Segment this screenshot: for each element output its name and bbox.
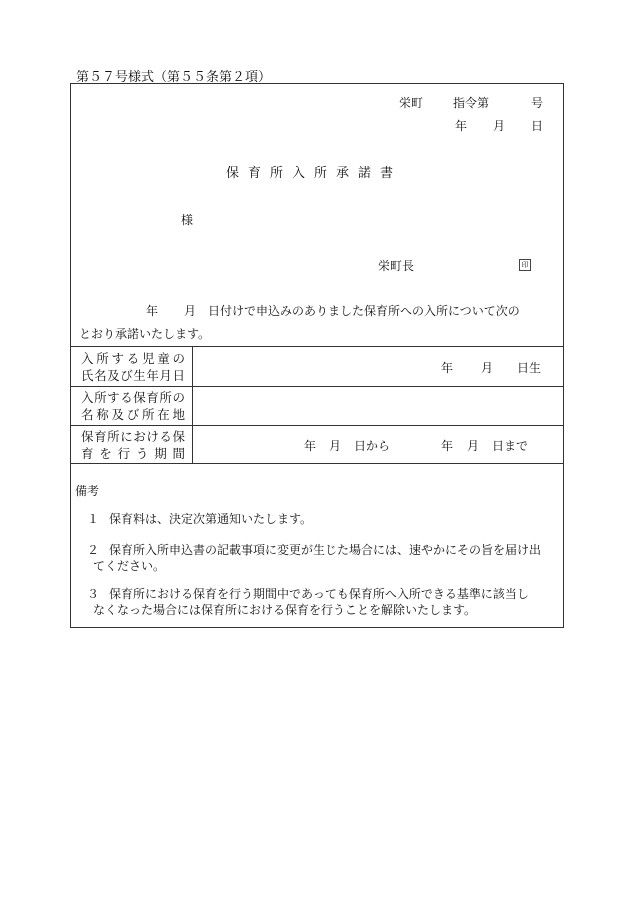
child-birth-day: 日生 (517, 361, 542, 375)
header-number-suffix: 号 (531, 96, 544, 110)
header-date-year: 年 (455, 119, 468, 133)
remark-item-2: ２ 保育所入所申込書の記載事項に変更が生じた場合には、速やかにその旨を届け出 てください。 (87, 543, 542, 573)
table-row-facility-label: 入所する保育所の 名称及び所在地 (81, 390, 185, 422)
table-top-border (71, 346, 563, 347)
body-month: 月 (184, 304, 197, 318)
child-birth-year: 年 (441, 361, 454, 375)
table-row-divider-1 (71, 386, 563, 387)
page-title: 保育所入所承諾書 (226, 166, 403, 181)
body-line-1: 日付けで申込みのありました保育所への入所について次の (208, 304, 520, 318)
period-to-day: 日まで (492, 439, 529, 453)
table-column-divider (192, 346, 193, 463)
form-frame (70, 83, 564, 628)
table-row-child-label: 入所する児童の 氏名及び生年月日 (81, 351, 185, 383)
issuer-title: 栄町長 (378, 259, 415, 273)
child-birth-month: 月 (481, 361, 494, 375)
body-line-2: とおり承諾いたします。 (79, 327, 211, 341)
form-number: 第５７号様式（第５５条第２項） (76, 70, 272, 85)
table-row-divider-2 (71, 425, 563, 426)
body-year: 年 (146, 304, 159, 318)
header-directive-prefix: 指令第 (453, 96, 490, 110)
remarks-heading: 備考 (75, 484, 100, 498)
header-date-month: 月 (493, 119, 506, 133)
period-from-day: 日から (354, 439, 391, 453)
table-bottom-border (71, 463, 563, 464)
header-date-day: 日 (531, 119, 544, 133)
period-to-month: 月 (467, 439, 480, 453)
seal-mark: 印 (519, 259, 531, 271)
table-row-period-label: 保育所における保 育を行う期間 (81, 429, 185, 461)
period-from-month: 月 (329, 439, 342, 453)
addressee-suffix: 様 (181, 213, 194, 227)
remark-item-1: １ 保育料は、決定次第通知いたします。 (87, 512, 313, 526)
period-from-year: 年 (304, 439, 317, 453)
remark-item-3: ３ 保育所における保育を行う期間中であっても保育所へ入所できる基準に該当し なくなった場合には保育所における保育を行うことを解除いたします。 (87, 587, 529, 617)
period-to-year: 年 (441, 439, 454, 453)
header-town: 栄町 (399, 96, 424, 110)
